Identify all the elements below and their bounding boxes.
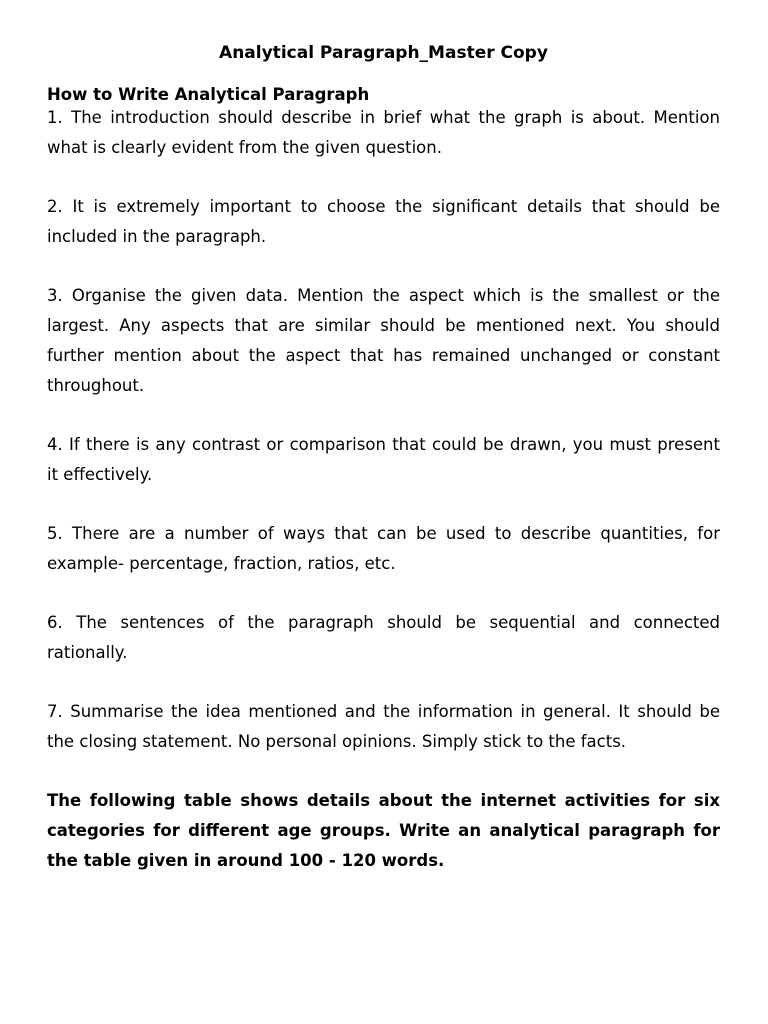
instruction-point-7: 7. Summarise the idea mentioned and the information in general. It should be the closing statement. No personal opinions. Simply stick to the facts. [47, 702, 720, 751]
section-heading: How to Write Analytical Paragraph [47, 85, 370, 104]
instruction-point-4: 4. If there is any contrast or comparison that could be drawn, you must present it effectively. [47, 435, 720, 484]
instruction-point-1: 1. The introduction should describe in brief what the graph is about. Mention what is clearly evident from the given question. [47, 108, 720, 157]
instruction-point-6: 6. The sentences of the paragraph should be sequential and connected rationally. [47, 613, 720, 662]
instruction-point-2: 2. It is extremely important to choose the significant details that should be included in the paragraph. [47, 197, 720, 246]
document-page [47, 40, 720, 876]
document-title: Analytical Paragraph_Master Copy [219, 43, 548, 63]
question-prompt: The following table shows details about the internet activities for six categories for different age groups. Write an analytical paragraph for the table given in around 100 - 120 words. [47, 791, 720, 870]
instruction-point-3: 3. Organise the given data. Mention the aspect which is the smallest or the largest. Any aspects that are similar should be mentioned next. You should further mention about the aspect that has remained unchanged or constant throughout. [47, 286, 720, 395]
instruction-point-5: 5. There are a number of ways that can be used to describe quantities, for example- percentage, fraction, ratios, etc. [47, 524, 720, 573]
